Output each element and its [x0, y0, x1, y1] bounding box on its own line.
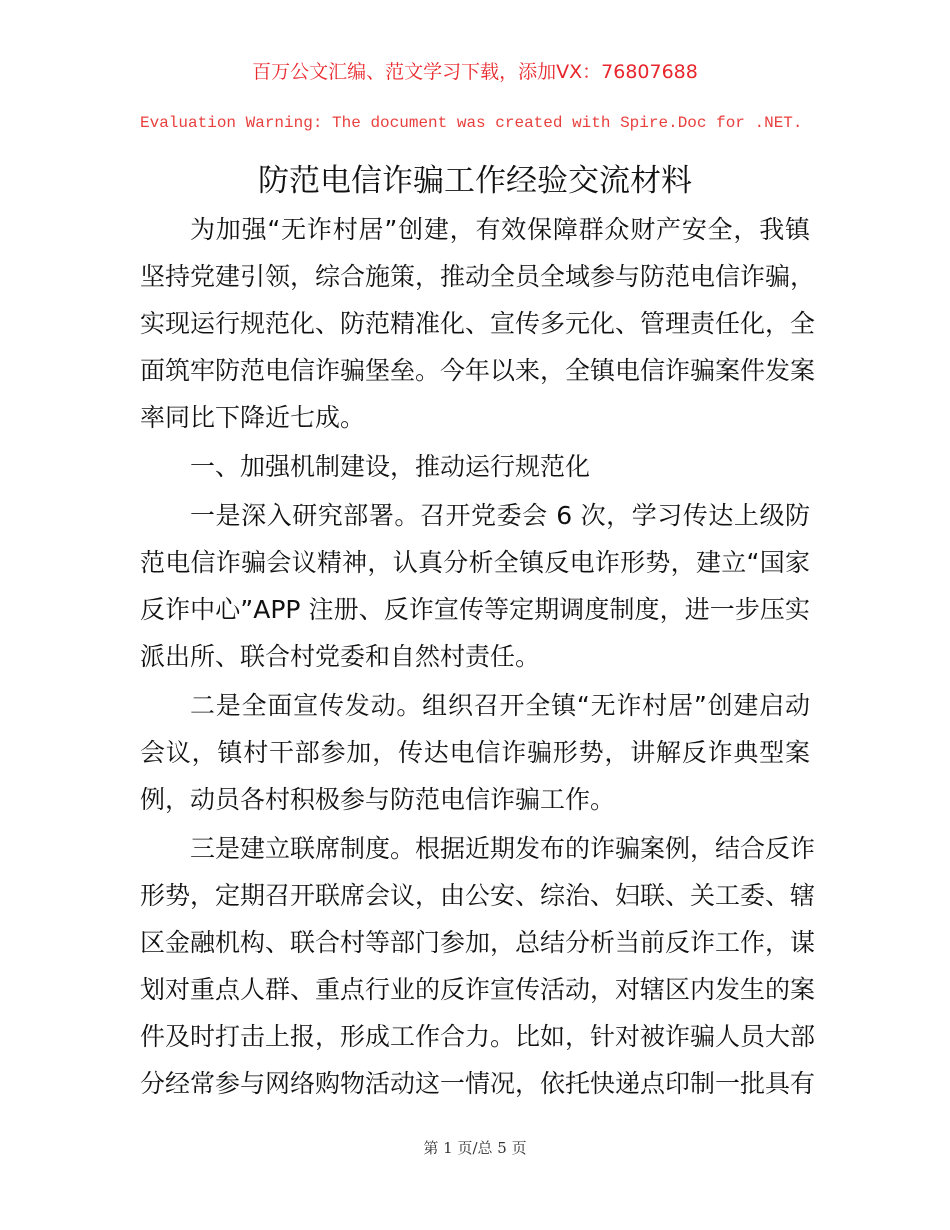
- paragraph-line: 率同比下降近七成。: [140, 403, 366, 432]
- paragraph-line: 一、加强机制建设，推动运行规范化: [190, 452, 591, 481]
- document-body: [140, 206, 816, 1109]
- paragraph-line: 二是全面宣传发动。组织召开全镇“无诈村居”创建启动: [190, 691, 810, 720]
- paragraph: [140, 206, 816, 441]
- paragraph-line: 三是建立联席制度。根据近期发布的诈骗案例，结合反诈: [190, 834, 816, 863]
- evaluation-warning: Evaluation Warning: The document was created with Spire.Doc for .NET.: [140, 114, 803, 132]
- paragraph-line: 派出所、联合村党委和自然村责任。: [140, 642, 541, 671]
- paragraph: [140, 492, 810, 680]
- paragraph-line: 形势，定期召开联席会议，由公安、综治、妇联、关工委、辖: [140, 881, 816, 910]
- paragraph-line: 面筑牢防范电信诈骗堡垒。今年以来，全镇电信诈骗案件发案: [140, 356, 816, 385]
- paragraph-line: 为加强“无诈村居”创建，有效保障群众财产安全，我镇: [190, 215, 810, 244]
- document-title: 防范电信诈骗工作经验交流材料: [258, 163, 692, 199]
- page-footer: 第 1 页/总 5 页: [423, 1139, 527, 1157]
- paragraph-line: 一是深入研究部署。召开党委会 6 次，学习传达上级防: [190, 501, 810, 530]
- paragraph-line: 分经常参与网络购物活动这一情况，依托快递点印制一批具有: [140, 1069, 816, 1098]
- paragraph-line: 范电信诈骗会议精神，认真分析全镇反电诈形势，建立“国家: [140, 548, 810, 577]
- paragraph-line: 划对重点人群、重点行业的反诈宣传活动，对辖区内发生的案: [140, 975, 816, 1004]
- paragraph: [140, 825, 816, 1107]
- paragraph-line: 件及时打击上报，形成工作合力。比如，针对被诈骗人员大部: [140, 1022, 816, 1051]
- paragraph-line: 反诈中心”APP 注册、反诈宣传等定期调度制度，进一步压实: [140, 595, 810, 624]
- paragraph: [140, 682, 810, 823]
- paragraph-line: 实现运行规范化、防范精准化、宣传多元化、管理责任化，全: [140, 309, 816, 338]
- paragraph-line: 例，动员各村积极参与防范电信诈骗工作。: [140, 785, 616, 814]
- paragraph-line: 坚持党建引领，综合施策，推动全员全域参与防范电信诈骗，: [140, 262, 816, 291]
- header-banner: 百万公文汇编、范文学习下载，添加VX：76807688: [252, 61, 698, 83]
- paragraph-line: 区金融机构、联合村等部门参加，总结分析当前反诈工作，谋: [140, 928, 816, 957]
- paragraph: [140, 443, 810, 490]
- paragraph-line: 会议，镇村干部参加，传达电信诈骗形势，讲解反诈典型案: [140, 738, 810, 767]
